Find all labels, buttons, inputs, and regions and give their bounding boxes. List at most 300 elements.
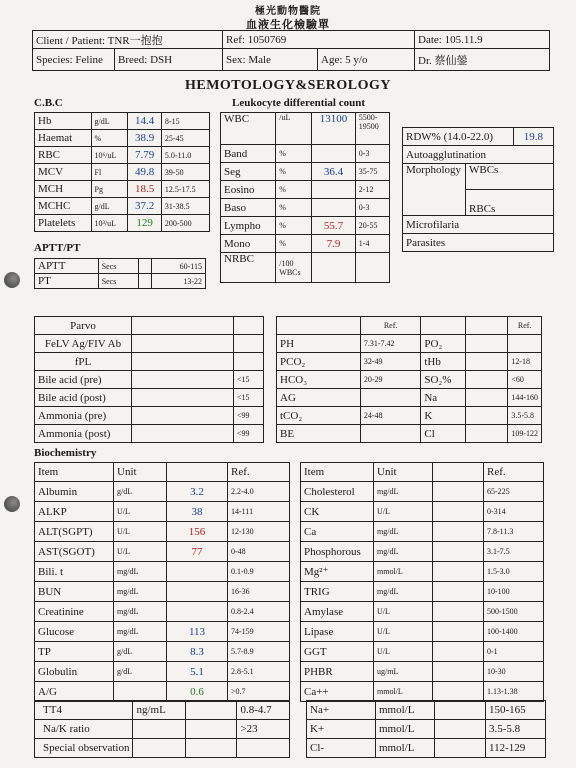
biochem-header: Unit <box>374 463 433 482</box>
table-row <box>35 371 264 389</box>
biochem-ref: 0-314 <box>484 502 544 522</box>
report-date: 105.11.9 <box>444 33 483 46</box>
leuko-table <box>220 112 390 283</box>
biochem-unit: mg/dL <box>114 622 167 642</box>
cbc-ref: 200-500 <box>161 215 209 232</box>
gas-ref: 7.31-7.42 <box>360 335 420 353</box>
leuko-ref: 0-3 <box>355 145 389 163</box>
cbc-value: 14.4 <box>128 113 162 130</box>
leuko-unit: % <box>276 235 312 253</box>
gas-value <box>466 335 508 353</box>
cbc-item: MCHC <box>35 198 92 215</box>
gas-value <box>466 389 508 407</box>
biochem-unit: g/dL <box>114 662 167 682</box>
table-row <box>35 113 210 130</box>
gas-ref: 3.5-5.8 <box>508 407 542 425</box>
biochem-item: ALT(SGPT) <box>35 522 114 542</box>
cbc-item: MCV <box>35 164 92 181</box>
biochem-unit: U/L <box>114 542 167 562</box>
bottom-item: TT4 <box>35 701 133 720</box>
table-row <box>307 720 546 739</box>
aptt-ref: 13-22 <box>151 274 205 289</box>
biochem-item: Creatinine <box>35 602 114 622</box>
gas-item: K <box>421 407 466 425</box>
biochem-value: 113 <box>167 622 228 642</box>
biochem-item: Albumin <box>35 482 114 502</box>
leuko-unit: % <box>276 163 312 181</box>
table-row <box>35 502 290 522</box>
biochem-item: Cholesterol <box>301 482 374 502</box>
table-row <box>35 739 290 758</box>
bottom-unit: ng/mL <box>133 701 186 720</box>
table-row <box>301 582 544 602</box>
table-row <box>35 389 264 407</box>
gas-ref: 144-160 <box>508 389 542 407</box>
table-row <box>221 253 390 283</box>
biochem-ref: 500-1500 <box>484 602 544 622</box>
table-row <box>35 701 290 720</box>
leuko-item: Seg <box>221 163 276 181</box>
table-row <box>35 274 206 289</box>
serology-ref: <15 <box>234 371 264 389</box>
biochem-item: AST(SGOT) <box>35 542 114 562</box>
gas-item <box>421 317 466 335</box>
client-name: TNR一抱抱 <box>107 34 163 47</box>
table-row <box>301 562 544 582</box>
biochem-heading: Biochemistry <box>34 447 97 459</box>
biochem-ref: 12-130 <box>228 522 290 542</box>
bottom-value <box>435 720 486 739</box>
cbc-ref: 31-38.5 <box>161 198 209 215</box>
aptt-value <box>138 274 151 289</box>
leuko-item: Eosino <box>221 181 276 199</box>
gas-ref: 12-18 <box>508 353 542 371</box>
biochem-item: Globulin <box>35 662 114 682</box>
table-row <box>35 562 290 582</box>
biochem-ref: 0.8-2.4 <box>228 602 290 622</box>
table-row <box>221 217 390 235</box>
leuko-value <box>312 145 356 163</box>
table-row <box>301 482 544 502</box>
biochem-unit: ug/mL <box>374 662 433 682</box>
serology-item: Ammonia (post) <box>35 425 132 443</box>
gas-item: PH <box>277 335 361 353</box>
leuko-item: Baso <box>221 199 276 217</box>
biochem-value <box>167 582 228 602</box>
report-title: HEMOTOLOGY&SEROLOGY <box>184 78 392 93</box>
leuko-ref: 20-55 <box>355 217 389 235</box>
aptt-heading: APTT/PT <box>34 242 81 254</box>
gas-value <box>466 353 508 371</box>
table-row <box>35 482 290 502</box>
bottom-item: Na/K ratio <box>35 720 133 739</box>
table-row <box>35 198 210 215</box>
biochem-unit: U/L <box>114 522 167 542</box>
table-row <box>277 371 542 389</box>
biochem-item: CK <box>301 502 374 522</box>
biochem-header: Ref. <box>228 463 290 482</box>
serology-value <box>132 371 234 389</box>
table-row <box>35 353 264 371</box>
biochem-unit: g/dL <box>114 642 167 662</box>
serology-value <box>132 317 234 335</box>
leuko-heading: Leukocyte differential count <box>232 97 366 109</box>
biochem-header <box>167 463 228 482</box>
cbc-unit: g/dL <box>91 198 128 215</box>
biochem-value <box>167 602 228 622</box>
bottom-unit: mmol/L <box>376 701 435 720</box>
patient-info-table: Client / Patient: TNR一抱抱 Ref: 1050769 Date: 105.11.9 Species: Feline Breed: DSH Sex: Male Age: 5 y/o Dr. 蔡仙鎣 <box>32 30 550 71</box>
table-row <box>301 463 544 482</box>
biochem-value: 5.1 <box>167 662 228 682</box>
serology-value <box>132 335 234 353</box>
table-row <box>35 335 264 353</box>
cbc-unit: 10³/uL <box>91 215 128 232</box>
bottom-left-table <box>34 700 290 758</box>
cbc-item: RBC <box>35 147 92 164</box>
gas-ref-header: Ref. <box>508 317 542 335</box>
serology-item: Bile acid (post) <box>35 389 132 407</box>
biochem-header: Ref. <box>484 463 544 482</box>
bottom-right-table <box>306 700 546 758</box>
leuko-value: 36.4 <box>312 163 356 181</box>
table-row <box>221 235 390 253</box>
bottom-unit: mmol/L <box>376 720 435 739</box>
table-row <box>35 622 290 642</box>
sex: Male <box>248 53 271 66</box>
biochem-right-table <box>300 462 544 702</box>
gas-item: HCO₃ <box>277 371 361 389</box>
table-row <box>35 522 290 542</box>
bottom-ref: 0.8-4.7 <box>237 701 290 720</box>
biochem-item: Ca <box>301 522 374 542</box>
biochem-header <box>433 463 484 482</box>
bottom-value <box>435 701 486 720</box>
table-row <box>35 720 290 739</box>
cbc-ref: 8-15 <box>161 113 209 130</box>
serology-value <box>132 389 234 407</box>
serology-ref: <99 <box>234 407 264 425</box>
leuko-value: 55.7 <box>312 217 356 235</box>
bottom-unit <box>133 739 186 758</box>
table-row <box>301 542 544 562</box>
bottom-ref: 112-129 <box>486 739 546 758</box>
cbc-item: Haemat <box>35 130 92 147</box>
gas-ref <box>360 389 420 407</box>
biochem-unit: mmol/L <box>374 682 433 702</box>
cbc-ref: 12.5-17.5 <box>161 181 209 198</box>
biochem-ref: 2.8-5.1 <box>228 662 290 682</box>
biochem-ref: 0-48 <box>228 542 290 562</box>
hospital-name: 極光動物醫院 <box>255 6 321 17</box>
biochem-ref: 7.8-11.3 <box>484 522 544 542</box>
leuko-unit: % <box>276 145 312 163</box>
cbc-unit: 10⁶/uL <box>91 147 128 164</box>
table-row <box>35 259 206 274</box>
biochem-unit: mg/dL <box>114 602 167 622</box>
cbc-value: 49.8 <box>128 164 162 181</box>
biochem-item: Bili. t <box>35 562 114 582</box>
biochem-item: TP <box>35 642 114 662</box>
cbc-ref: 5.0-11.0 <box>161 147 209 164</box>
table-row <box>301 502 544 522</box>
biochem-value: 3.2 <box>167 482 228 502</box>
bottom-unit: mmol/L <box>376 739 435 758</box>
cbc-unit: Pg <box>91 181 128 198</box>
biochem-value <box>433 642 484 662</box>
biochem-ref: 65-225 <box>484 482 544 502</box>
serology-value <box>132 407 234 425</box>
biochem-ref: 3.1-7.5 <box>484 542 544 562</box>
table-row <box>277 407 542 425</box>
serology-table <box>34 316 264 443</box>
biochem-item: Phosphorous <box>301 542 374 562</box>
table-row <box>35 215 210 232</box>
biochem-ref: 2.2-4.0 <box>228 482 290 502</box>
gas-item: Na <box>421 389 466 407</box>
doctor: 蔡仙鎣 <box>434 54 468 67</box>
biochem-unit: U/L <box>114 502 167 522</box>
biochem-item: Glucose <box>35 622 114 642</box>
serology-ref <box>234 317 264 335</box>
cbc-value: 18.5 <box>128 181 162 198</box>
biochem-item: TRIG <box>301 582 374 602</box>
cbc-unit: Fl <box>91 164 128 181</box>
leuko-ref: 35-75 <box>355 163 389 181</box>
leuko-ref: 2-12 <box>355 181 389 199</box>
biochem-header: Item <box>301 463 374 482</box>
biochem-ref: 74-159 <box>228 622 290 642</box>
table-row <box>301 622 544 642</box>
bottom-item: Na+ <box>307 701 376 720</box>
biochem-unit: mg/dL <box>374 482 433 502</box>
bottom-item: K+ <box>307 720 376 739</box>
biochem-ref: >0.7 <box>228 682 290 702</box>
biochem-ref: 1.13-1.38 <box>484 682 544 702</box>
species: Feline <box>75 53 103 66</box>
table-row <box>301 662 544 682</box>
table-row <box>35 164 210 181</box>
biochem-value <box>433 662 484 682</box>
table-row <box>301 682 544 702</box>
bottom-value <box>186 701 237 720</box>
serology-ref <box>234 335 264 353</box>
table-row <box>35 542 290 562</box>
age: 5 y/o <box>345 53 368 66</box>
cbc-value: 129 <box>128 215 162 232</box>
table-row <box>301 642 544 662</box>
table-row <box>35 425 264 443</box>
biochem-header: Item <box>35 463 114 482</box>
table-row <box>221 181 390 199</box>
cbc-unit: g/dL <box>91 113 128 130</box>
leuko-value <box>312 199 356 217</box>
gas-ref: 20-29 <box>360 371 420 389</box>
cbc-item: Platelets <box>35 215 92 232</box>
biochem-item: Amylase <box>301 602 374 622</box>
bottom-ref <box>237 739 290 758</box>
gas-item <box>277 317 361 335</box>
gas-ref: 32-49 <box>360 353 420 371</box>
biochem-item: Ca++ <box>301 682 374 702</box>
biochem-value <box>433 502 484 522</box>
serology-value <box>132 425 234 443</box>
punch-hole <box>4 496 20 512</box>
table-row <box>35 181 210 198</box>
gas-item: PO₂ <box>421 335 466 353</box>
cbc-ref: 25-45 <box>161 130 209 147</box>
wbc-value: 13100 <box>312 113 356 145</box>
biochem-unit: mg/dL <box>374 522 433 542</box>
biochem-unit: U/L <box>374 622 433 642</box>
aptt-unit: Secs <box>98 274 138 289</box>
table-row <box>35 582 290 602</box>
nrbc-unit: /100 WBCs <box>276 253 312 283</box>
biochem-ref: 16-36 <box>228 582 290 602</box>
biochem-item: ALKP <box>35 502 114 522</box>
table-row <box>35 602 290 622</box>
gas-item: tHb <box>421 353 466 371</box>
biochem-ref: 0-1 <box>484 642 544 662</box>
aptt-item: APTT <box>35 259 99 274</box>
biochem-unit: g/dL <box>114 482 167 502</box>
nrbc-ref <box>355 253 389 283</box>
biochem-value <box>433 562 484 582</box>
biochem-unit: U/L <box>374 502 433 522</box>
ref-number: 1050769 <box>247 33 287 46</box>
nrbc-item: NRBC <box>221 253 276 283</box>
gas-value <box>466 407 508 425</box>
biochem-value <box>433 602 484 622</box>
biochem-unit: mg/dL <box>374 542 433 562</box>
serology-ref: <99 <box>234 425 264 443</box>
biochem-item: BUN <box>35 582 114 602</box>
gas-item: tCO₂ <box>277 407 361 425</box>
biochem-value: 8.3 <box>167 642 228 662</box>
table-row <box>221 163 390 181</box>
leuko-unit: % <box>276 199 312 217</box>
table-row <box>277 425 542 443</box>
biochem-value: 38 <box>167 502 228 522</box>
biochem-left-table <box>34 462 290 702</box>
table-row <box>277 389 542 407</box>
aptt-item: PT <box>35 274 99 289</box>
serology-item: fPL <box>35 353 132 371</box>
gas-ref-header: Ref. <box>360 317 420 335</box>
table-row <box>35 642 290 662</box>
table-row <box>221 113 390 145</box>
bottom-value <box>435 739 486 758</box>
aptt-value <box>138 259 151 274</box>
leuko-unit: % <box>276 181 312 199</box>
biochem-unit <box>114 682 167 702</box>
leuko-item: WBC <box>221 113 276 145</box>
biochem-value <box>433 542 484 562</box>
cbc-unit: % <box>91 130 128 147</box>
biochem-header: Unit <box>114 463 167 482</box>
biochem-value <box>433 622 484 642</box>
gas-value <box>466 371 508 389</box>
bottom-unit <box>133 720 186 739</box>
biochem-ref: 0.1-0.9 <box>228 562 290 582</box>
biochem-value <box>167 562 228 582</box>
biochem-item: Mg²⁺ <box>301 562 374 582</box>
breed: DSH <box>150 53 173 66</box>
bloodgas-table <box>276 316 542 443</box>
gas-item: SO₂% <box>421 371 466 389</box>
leuko-ref: 1-4 <box>355 235 389 253</box>
gas-value <box>466 317 508 335</box>
table-row <box>277 353 542 371</box>
bottom-value <box>186 739 237 758</box>
aptt-table <box>34 258 206 289</box>
bottom-value <box>186 720 237 739</box>
biochem-ref: 100-1400 <box>484 622 544 642</box>
serology-item: Bile acid (pre) <box>35 371 132 389</box>
biochem-value: 156 <box>167 522 228 542</box>
table-row <box>35 317 264 335</box>
aptt-ref: 60-115 <box>151 259 205 274</box>
bottom-ref: 150-165 <box>486 701 546 720</box>
biochem-item: GGT <box>301 642 374 662</box>
rdw-value: 19.8 <box>513 128 553 146</box>
biochem-ref: 10-100 <box>484 582 544 602</box>
gas-ref: 109-122 <box>508 425 542 443</box>
cbc-value: 37.2 <box>128 198 162 215</box>
cbc-table <box>34 112 210 232</box>
table-row <box>301 602 544 622</box>
biochem-value <box>433 682 484 702</box>
leuko-value: 7.9 <box>312 235 356 253</box>
gas-item: Cl <box>421 425 466 443</box>
serology-ref <box>234 353 264 371</box>
cbc-heading: C.B.C <box>34 97 63 109</box>
table-row <box>277 317 542 335</box>
biochem-item: A/G <box>35 682 114 702</box>
serology-item: Parvo <box>35 317 132 335</box>
bottom-item: Cl- <box>307 739 376 758</box>
table-row <box>307 701 546 720</box>
leuko-item: Lympho <box>221 217 276 235</box>
table-row <box>35 662 290 682</box>
biochem-unit: mg/dL <box>374 582 433 602</box>
biochem-unit: mg/dL <box>114 582 167 602</box>
biochem-value <box>433 522 484 542</box>
biochem-item: Lipase <box>301 622 374 642</box>
aptt-unit: Secs <box>98 259 138 274</box>
table-row <box>35 407 264 425</box>
serology-item: FeLV Ag/FIV Ab <box>35 335 132 353</box>
cbc-value: 7.79 <box>128 147 162 164</box>
biochem-ref: 5.7-8.9 <box>228 642 290 662</box>
biochem-value: 77 <box>167 542 228 562</box>
biochem-unit: mmol/L <box>374 562 433 582</box>
biochem-ref: 1.5-3.0 <box>484 562 544 582</box>
serology-value <box>132 353 234 371</box>
table-row <box>277 335 542 353</box>
biochem-unit: mg/dL <box>114 562 167 582</box>
biochem-unit: U/L <box>374 602 433 622</box>
cbc-ref: 39-50 <box>161 164 209 181</box>
leuko-ref: 5500- 19500 <box>355 113 389 145</box>
cbc-item: MCH <box>35 181 92 198</box>
table-row <box>221 145 390 163</box>
table-row <box>35 463 290 482</box>
gas-item: BE <box>277 425 361 443</box>
leuko-item: Mono <box>221 235 276 253</box>
table-row <box>35 147 210 164</box>
table-row <box>35 682 290 702</box>
